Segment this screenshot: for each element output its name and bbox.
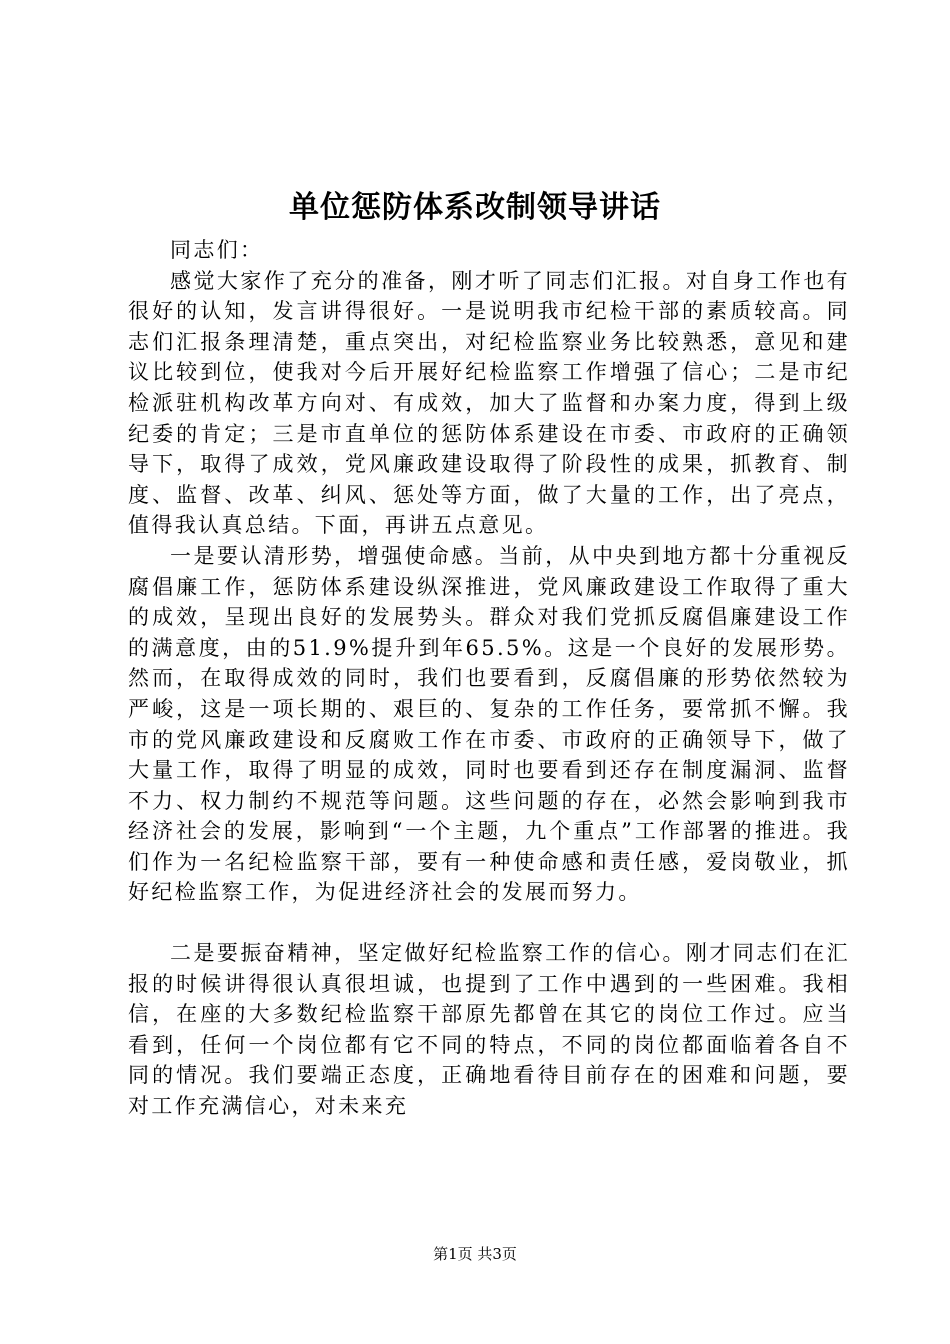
- document-title: 单位惩防体系改制领导讲话: [289, 190, 661, 225]
- paragraph-point-two: 二是要振奋精神，坚定做好纪检监察工作的信心。刚才同志们在汇报的时候讲得很认真很坦诚，也提到了工作中遇到的一些困难。我相信，在座的大多数纪检监察干部原先都曾在其它的岗位工作过。应当看到，任何一个岗位都有它不同的特点，不同的岗位都面临着各自不同的情况。我们要端正态度，正确地看待目前存在的困难和问题，要对工作充满信心，对未来充: [128, 941, 850, 1119]
- paragraph-intro: 感觉大家作了充分的准备，刚才听了同志们汇报。对自身工作也有很好的认知，发言讲得很好。一是说明我市纪检干部的素质较高。同志们汇报条理清楚，重点突出，对纪检监察业务比较熟悉，意见和建议比较到位，使我对今后开展好纪检监察工作增强了信心；二是市纪检派驻机构改革方向对、有成效，加大了监督和办案力度，得到上级纪委的肯定；三是市直单位的惩防体系建设在市委、市政府的正确领导下，取得了成效，党风廉政建设取得了阶段性的成果，抓教育、制度、监督、改革、纠风、惩处等方面，做了大量的工作，出了亮点，值得我认真总结。下面，再讲五点意见。: [128, 268, 850, 538]
- document-body: [128, 235, 850, 1122]
- salutation: 同志们：: [170, 238, 264, 262]
- paragraph-point-one: 一是要认清形势，增强使命感。当前，从中央到地方都十分重视反腐倡廉工作，惩防体系建设纵深推进，党风廉政建设工作取得了重大的成效，呈现出良好的发展势头。群众对我们党抓反腐倡廉建设工作的满意度，由的51.9%提升到年65.5%。这是一个良好的发展形势。然而，在取得成效的同时，我们也要看到，反腐倡廉的形势依然较为严峻，这是一项长期的、艰巨的、复杂的工作任务，要常抓不懈。我市的党风廉政建设和反腐败工作在市委、市政府的正确领导下，做了大量工作，取得了明显的成效，同时也要看到还存在制度漏洞、监督不力、权力制约不规范等问题。这些问题的存在，必然会影响到我市经济社会的发展，影响到“一个主题，九个重点”工作部署的推进。我们作为一名纪检监察干部，要有一种使命感和责任感，爱岗敬业，抓好纪检监察工作，为促进经济社会的发展而努力。: [128, 543, 850, 905]
- page-number-footer: 第1页 共3页: [433, 1245, 517, 1263]
